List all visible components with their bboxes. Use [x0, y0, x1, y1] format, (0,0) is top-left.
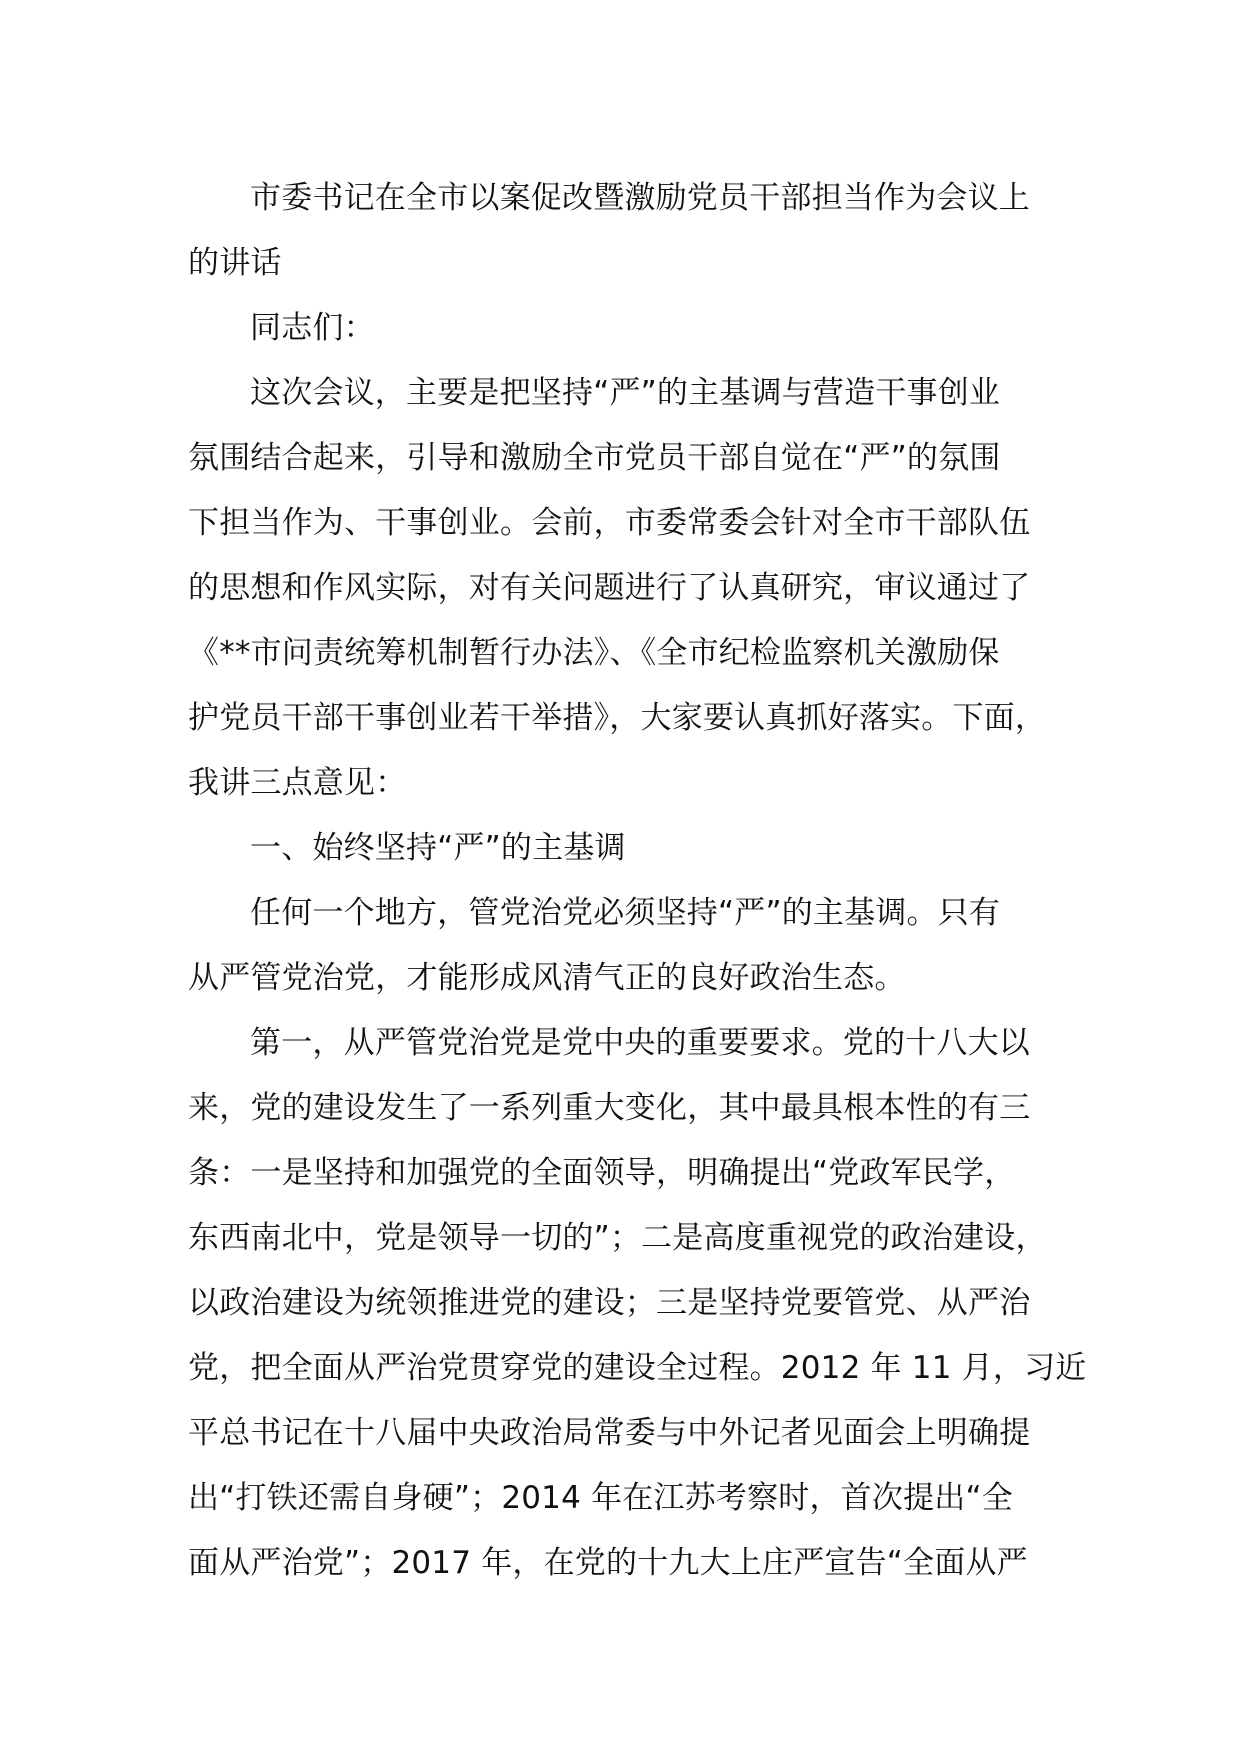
section-1-para-2-line-2: 来，党的建设发生了一系列重大变化，其中最具根本性的有三	[188, 1090, 1031, 1126]
salutation: 同志们：	[250, 310, 375, 346]
section-1-para-2-line-7: 平总书记在十八届中央政治局常委与中外记者见面会上明确提	[188, 1415, 1031, 1451]
section-1-para-2-line-8: 出“打铁还需自身硬”；2014 年在江苏考察时，首次提出“全	[188, 1480, 1013, 1516]
section-1-para-1-line-2: 从严管党治党，才能形成风清气正的良好政治生态。	[188, 960, 906, 996]
section-1-para-2-line-1: 第一，从严管党治党是党中央的重要要求。党的十八大以	[250, 1025, 1030, 1061]
section-1-heading: 一、始终坚持“严”的主基调	[250, 830, 626, 866]
intro-line-1: 这次会议，主要是把坚持“严”的主基调与营造干事创业	[250, 375, 1001, 411]
section-1-para-2-line-4: 东西南北中，党是领导一切的”；二是高度重视党的政治建设，	[188, 1220, 1047, 1256]
section-1-para-2-line-5: 以政治建设为统领推进党的建设；三是坚持党要管党、从严治	[188, 1285, 1031, 1321]
intro-line-6: 护党员干部干事创业若干举措》，大家要认真抓好落实。下面，	[188, 700, 1047, 736]
intro-line-4: 的思想和作风实际，对有关问题进行了认真研究，审议通过了	[188, 570, 1031, 606]
title-line-2: 的讲话	[188, 245, 282, 281]
section-1-para-2-line-9: 面从严治党”；2017 年，在党的十九大上庄严宣告“全面从严	[188, 1545, 1028, 1581]
section-1-para-1-line-1: 任何一个地方，管党治党必须坚持“严”的主基调。只有	[250, 895, 1001, 931]
intro-line-7: 我讲三点意见：	[188, 765, 407, 801]
intro-line-3: 下担当作为、干事创业。会前，市委常委会针对全市干部队伍	[188, 505, 1031, 541]
intro-line-5: 《**市问责统筹机制暂行办法》、《全市纪检监察机关激励保	[188, 635, 1000, 671]
document-body	[188, 166, 1087, 1596]
section-1-para-2-line-3: 条：一是坚持和加强党的全面领导，明确提出“党政军民学，	[188, 1155, 1016, 1191]
section-1-para-2-line-6: 党，把全面从严治党贯穿党的建设全过程。2012 年 11 月，习近	[188, 1350, 1087, 1386]
intro-line-2: 氛围结合起来，引导和激励全市党员干部自觉在“严”的氛围	[188, 440, 1001, 476]
title-line-1: 市委书记在全市以案促改暨激励党员干部担当作为会议上	[250, 180, 1030, 216]
